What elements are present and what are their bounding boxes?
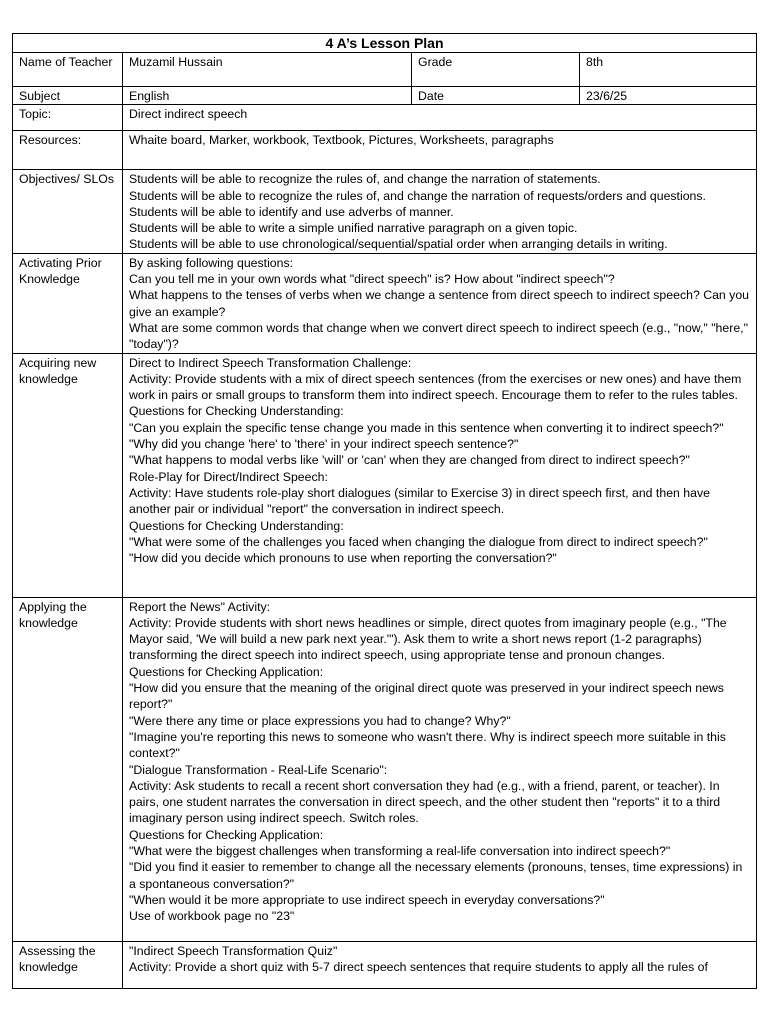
page-title: 4 A’s Lesson Plan — [13, 34, 757, 53]
lesson-plan-table — [12, 33, 757, 989]
date-label: Date — [412, 87, 580, 105]
teacher-label: Name of Teacher — [13, 53, 123, 87]
acquiring-label: Acquiring new knowledge — [13, 353, 123, 597]
applying-label: Applying the knowledge — [13, 597, 123, 941]
assessing-line: Activity: Provide a short quiz with 5-7 direct speech sentences that require students to apply all the rules of — [129, 959, 708, 974]
acquiring-line: Activity: Have students role-play short dialogues (similar to Exercise 3) in direct speech first, and then have another pair or individual "report" the conversation in indirect speech. — [129, 485, 710, 517]
assessing-content — [123, 941, 757, 988]
subject-label: Subject — [13, 87, 123, 105]
activating-label: Activating Prior Knowledge — [13, 253, 123, 353]
date-value: 23/6/25 — [580, 87, 757, 105]
acquiring-line: Activity: Provide students with a mix of direct speech sentences (from the exercises or new ones) and have them work in pairs or small groups to transform them into indirect speech. Encourage them to refer to the rules tables. — [129, 371, 742, 403]
activating-content — [123, 253, 757, 353]
subject-value: English — [123, 87, 412, 105]
acquiring-line: Direct to Indirect Speech Transformation Challenge: — [129, 355, 412, 370]
acquiring-line: Questions for Checking Understanding: — [129, 404, 344, 419]
acquiring-line: Questions for Checking Understanding: — [129, 518, 344, 533]
applying-content — [123, 597, 757, 941]
acquiring-content — [123, 353, 757, 597]
applying-line: "Did you find it easier to remember to change all the necessary elements (pronouns, tenses, time expressions) in a spontaneous conversation?" — [129, 860, 743, 891]
applying-line: Activity: Ask students to recall a recent short conversation they had (e.g., with a friend, parent, or teacher). In pairs, one student narrates the conversation in direct speech, and the other student then "reports" it to a third imaginary person using indirect speech. Switch roles. — [129, 778, 721, 826]
objective-line: Students will be able to recognize the rules of, and change the narration of requests/orders and questions. — [129, 188, 706, 203]
resources-label: Resources: — [13, 131, 123, 170]
applying-line: "When would it be more appropriate to use indirect speech in everyday conversations?" — [129, 892, 605, 907]
acquiring-line: Role-Play for Direct/Indirect Speech: — [129, 469, 328, 484]
objectives-content — [123, 170, 757, 253]
applying-line: Questions for Checking Application: — [129, 827, 324, 842]
teacher-value: Muzamil Hussain — [123, 53, 412, 87]
applying-line: Report the News" Activity: — [129, 599, 271, 614]
resources-value: Whaite board, Marker, workbook, Textbook, Pictures, Worksheets, paragraphs — [123, 131, 757, 170]
assessing-label: Assessing the knowledge — [13, 941, 123, 988]
applying-line: "Dialogue Transformation - Real-Life Scenario": — [129, 762, 388, 777]
applying-line: Questions for Checking Application: — [129, 664, 324, 679]
grade-value: 8th — [580, 53, 757, 87]
grade-label: Grade — [412, 53, 580, 87]
topic-value: Direct indirect speech — [123, 105, 757, 131]
applying-line: Activity: Provide students with short news headlines or simple, direct quotes from imaginary people (e.g., "The Mayor said, 'We will build a new park next year.'"). Ask them to write a short news report (1-2 paragraphs) transforming the direct speech into indirect speech, using appropriate tense and pronoun changes. — [129, 615, 727, 663]
topic-label: Topic: — [13, 105, 123, 131]
applying-line: "How did you ensure that the meaning of the original direct quote was preserved in your indirect speech news report?" — [129, 681, 724, 712]
acquiring-line: "What were some of the challenges you faced when changing the dialogue from direct to indirect speech?" — [129, 534, 708, 549]
acquiring-line: "Why did you change 'here' to 'there' in your indirect speech sentence?" — [129, 437, 519, 452]
activating-line: Can you tell me in your own words what "direct speech" is? How about "indirect speech"? — [129, 272, 615, 287]
applying-line: "What were the biggest challenges when transforming a real-life conversation into indirect speech?" — [129, 844, 671, 859]
objectives-label: Objectives/ SLOs — [13, 170, 123, 253]
objective-line: Students will be able to use chronological/sequential/spatial order when arranging details in writing. — [129, 237, 668, 252]
objective-line: Students will be able to identify and use adverbs of manner. — [129, 204, 454, 219]
applying-line: "Were there any time or place expressions you had to change? Why?" — [129, 713, 511, 728]
objective-line: Students will be able to recognize the rules of, and change the narration of statements. — [129, 172, 601, 187]
activating-line: What happens to the tenses of verbs when we change a sentence from direct speech to indirect speech? Can you give an example? — [129, 288, 749, 319]
acquiring-line: "Can you explain the specific tense change you made in this sentence when converting it to indirect speech?" — [129, 420, 724, 435]
objective-line: Students will be able to write a simple unified narrative paragraph on a given topic. — [129, 221, 578, 236]
applying-line: Use of workbook page no "23" — [129, 909, 295, 924]
acquiring-line: "How did you decide which pronouns to use when reporting the conversation?" — [129, 551, 557, 566]
applying-line: "Imagine you're reporting this news to someone who wasn't there. Why is indirect speech more suitable in this context?" — [129, 729, 726, 761]
activating-line: By asking following questions: — [129, 255, 294, 270]
lesson-plan-page — [12, 33, 756, 989]
assessing-line: "Indirect Speech Transformation Quiz" — [129, 943, 338, 958]
acquiring-line: "What happens to modal verbs like 'will' or 'can' when they are changed from direct to indirect speech?" — [129, 453, 690, 468]
activating-line: What are some common words that change when we convert direct speech to indirect speech (e.g., "now," "here," "today")? — [129, 320, 748, 352]
